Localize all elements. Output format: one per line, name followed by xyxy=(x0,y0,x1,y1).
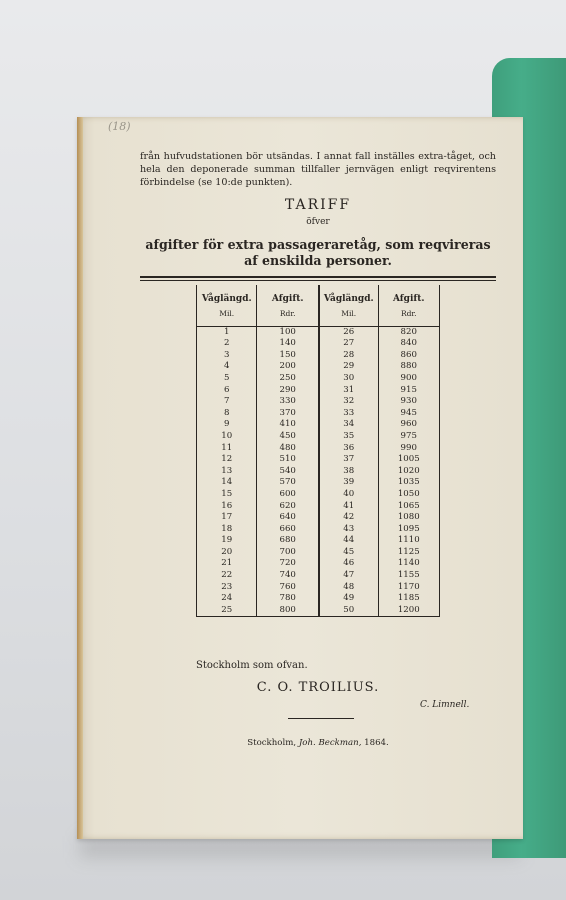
table-body xyxy=(197,326,440,617)
column-header: Våglängd. xyxy=(197,285,257,308)
table-row xyxy=(197,408,440,420)
table-row xyxy=(197,524,440,536)
table-cell: 780 xyxy=(257,593,319,605)
table-cell: 820 xyxy=(378,326,439,338)
table-cell: 11 xyxy=(197,443,257,455)
table-cell: 38 xyxy=(319,466,378,478)
table-row xyxy=(197,338,440,350)
table-cell: 47 xyxy=(319,570,378,582)
table-cell: 200 xyxy=(257,361,319,373)
table-cell: 41 xyxy=(319,501,378,513)
table-row xyxy=(197,466,440,478)
table-cell: 915 xyxy=(378,385,439,397)
table-cell: 15 xyxy=(197,489,257,501)
table-cell: 26 xyxy=(319,326,378,338)
table-cell: 3 xyxy=(197,350,257,362)
table-cell: 19 xyxy=(197,535,257,547)
table-cell: 1185 xyxy=(378,593,439,605)
table-cell: 40 xyxy=(319,489,378,501)
table-row xyxy=(197,501,440,513)
table-cell: 370 xyxy=(257,408,319,420)
table-cell: 480 xyxy=(257,443,319,455)
table-cell: 540 xyxy=(257,466,319,478)
table-cell: 30 xyxy=(319,373,378,385)
column-header: Våglängd. xyxy=(319,285,378,308)
table-cell: 1080 xyxy=(378,512,439,524)
column-unit: Mil. xyxy=(197,308,257,326)
page-shadow xyxy=(80,836,520,858)
table-cell: 17 xyxy=(197,512,257,524)
column-header: Afgift. xyxy=(257,285,319,308)
table-cell: 740 xyxy=(257,570,319,582)
table-cell: 13 xyxy=(197,466,257,478)
table-cell: 640 xyxy=(257,512,319,524)
table-cell: 1125 xyxy=(378,547,439,559)
table-cell: 6 xyxy=(197,385,257,397)
printer-rule xyxy=(288,718,354,719)
table-cell: 600 xyxy=(257,489,319,501)
table-cell: 140 xyxy=(257,338,319,350)
table-cell: 23 xyxy=(197,582,257,594)
table-cell: 18 xyxy=(197,524,257,536)
intro-paragraph: från hufvudstationen bör utsändas. I annat fall inställes extra-tåget, och hela den deponerade summan tillfaller jernvägen enligt reqvirentens förbindelse (se 10:de punkten). xyxy=(140,151,496,188)
table-cell: 16 xyxy=(197,501,257,513)
table-cell: 570 xyxy=(257,477,319,489)
table-cell: 1035 xyxy=(378,477,439,489)
signature-troilius: C. O. TROILIUS. xyxy=(256,680,380,695)
table-header-row xyxy=(197,285,440,308)
table-cell: 4 xyxy=(197,361,257,373)
table-cell: 975 xyxy=(378,431,439,443)
column-unit: Rdr. xyxy=(378,308,439,326)
table-cell: 100 xyxy=(257,326,319,338)
table-row xyxy=(197,477,440,489)
table-row xyxy=(197,326,440,338)
table-cell: 45 xyxy=(319,547,378,559)
table-cell: 36 xyxy=(319,443,378,455)
table-cell: 450 xyxy=(257,431,319,443)
table-row xyxy=(197,350,440,362)
table-cell: 700 xyxy=(257,547,319,559)
pencil-mark: (18) xyxy=(108,120,131,133)
table-cell: 1170 xyxy=(378,582,439,594)
table-row xyxy=(197,605,440,617)
table-cell: 1155 xyxy=(378,570,439,582)
table-cell: 49 xyxy=(319,593,378,605)
table-cell: 9 xyxy=(197,419,257,431)
table-row xyxy=(197,558,440,570)
table-cell: 1020 xyxy=(378,466,439,478)
table-cell: 32 xyxy=(319,396,378,408)
table-cell: 33 xyxy=(319,408,378,420)
column-unit: Rdr. xyxy=(257,308,319,326)
table-cell: 34 xyxy=(319,419,378,431)
tariff-headline: afgifter för extra passageraretåg, som reqvireras af enskilda personer. xyxy=(145,237,491,268)
table-row xyxy=(197,582,440,594)
table-cell: 42 xyxy=(319,512,378,524)
table-cell: 5 xyxy=(197,373,257,385)
tariff-table xyxy=(196,285,440,617)
table-cell: 22 xyxy=(197,570,257,582)
table-cell: 27 xyxy=(319,338,378,350)
table-row xyxy=(197,361,440,373)
table-row xyxy=(197,489,440,501)
table-cell: 250 xyxy=(257,373,319,385)
table-row xyxy=(197,419,440,431)
table-cell: 37 xyxy=(319,454,378,466)
table-cell: 44 xyxy=(319,535,378,547)
printer-city: Stockholm, xyxy=(247,738,297,748)
table-cell: 7 xyxy=(197,396,257,408)
table-cell: 21 xyxy=(197,558,257,570)
table-cell: 860 xyxy=(378,350,439,362)
table-row xyxy=(197,396,440,408)
heading-rule-thin xyxy=(140,280,496,281)
table-cell: 720 xyxy=(257,558,319,570)
table-cell: 660 xyxy=(257,524,319,536)
table-cell: 50 xyxy=(319,605,378,617)
table-cell: 150 xyxy=(257,350,319,362)
table-cell: 31 xyxy=(319,385,378,397)
table-cell: 990 xyxy=(378,443,439,455)
printer-year: 1864. xyxy=(364,738,389,748)
table-cell: 1095 xyxy=(378,524,439,536)
table-cell: 43 xyxy=(319,524,378,536)
table-row xyxy=(197,431,440,443)
heading-rule xyxy=(140,276,496,278)
table-cell: 880 xyxy=(378,361,439,373)
table-cell: 14 xyxy=(197,477,257,489)
table-cell: 10 xyxy=(197,431,257,443)
printer-name: Joh. Beckman, xyxy=(298,738,362,748)
table-cell: 29 xyxy=(319,361,378,373)
table-cell: 1 xyxy=(197,326,257,338)
table-cell: 960 xyxy=(378,419,439,431)
table-cell: 410 xyxy=(257,419,319,431)
table-row xyxy=(197,570,440,582)
table-row xyxy=(197,385,440,397)
table-cell: 930 xyxy=(378,396,439,408)
table-cell: 8 xyxy=(197,408,257,420)
table-cell: 12 xyxy=(197,454,257,466)
table-row xyxy=(197,373,440,385)
table-cell: 24 xyxy=(197,593,257,605)
table-cell: 39 xyxy=(319,477,378,489)
table-cell: 900 xyxy=(378,373,439,385)
table-cell: 800 xyxy=(257,605,319,617)
column-header: Afgift. xyxy=(378,285,439,308)
table-cell: 2 xyxy=(197,338,257,350)
table-row xyxy=(197,454,440,466)
table-cell: 46 xyxy=(319,558,378,570)
column-unit: Mil. xyxy=(319,308,378,326)
table-cell: 48 xyxy=(319,582,378,594)
table-cell: 20 xyxy=(197,547,257,559)
page-spine-edge xyxy=(77,117,83,839)
table-cell: 35 xyxy=(319,431,378,443)
table-row xyxy=(197,512,440,524)
printer-imprint xyxy=(140,738,496,748)
table-cell: 28 xyxy=(319,350,378,362)
table-unit-row xyxy=(197,308,440,326)
table-cell: 945 xyxy=(378,408,439,420)
table-cell: 290 xyxy=(257,385,319,397)
table-cell: 25 xyxy=(197,605,257,617)
table-row xyxy=(197,535,440,547)
table-row xyxy=(197,443,440,455)
table-cell: 1200 xyxy=(378,605,439,617)
signature-limnell: C. Limnell. xyxy=(420,700,470,710)
table-cell: 840 xyxy=(378,338,439,350)
table-cell: 1065 xyxy=(378,501,439,513)
place-line: Stockholm som ofvan. xyxy=(196,660,308,671)
table-row xyxy=(197,547,440,559)
tariff-title: TARIFF xyxy=(284,197,352,213)
tariff-subtitle: öfver xyxy=(306,217,330,227)
table-cell: 1005 xyxy=(378,454,439,466)
table-cell: 1140 xyxy=(378,558,439,570)
table-cell: 620 xyxy=(257,501,319,513)
table-cell: 680 xyxy=(257,535,319,547)
table-row xyxy=(197,593,440,605)
table-cell: 760 xyxy=(257,582,319,594)
table-cell: 510 xyxy=(257,454,319,466)
table-cell: 1050 xyxy=(378,489,439,501)
table-cell: 1110 xyxy=(378,535,439,547)
table-cell: 330 xyxy=(257,396,319,408)
